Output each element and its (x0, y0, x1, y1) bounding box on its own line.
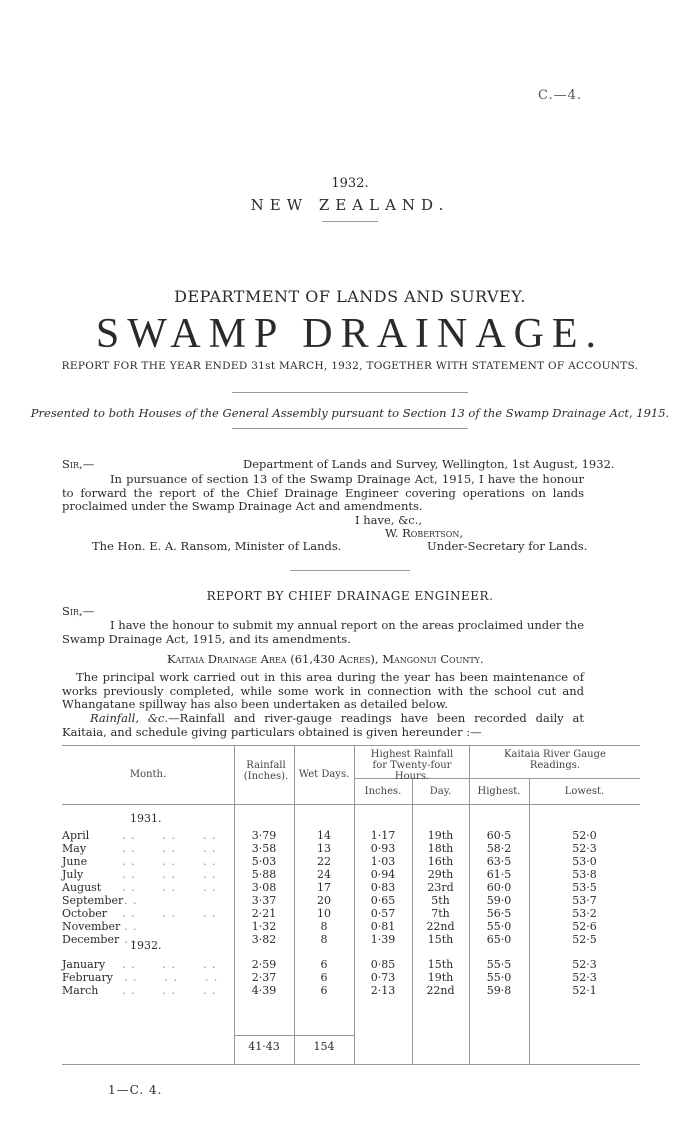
divider (232, 392, 468, 393)
cell-month: August (62, 881, 102, 894)
column-header-gauge-readings: Kaitaia River Gauge Readings. (504, 749, 606, 771)
cell-highest: 60·5 (486, 829, 512, 842)
cell-month: November (62, 920, 121, 933)
cell-month: March (62, 984, 99, 997)
cell-leader-dots: . . (124, 933, 138, 946)
table-row (0, 984, 700, 997)
cell-day: 23rd (427, 881, 454, 894)
country-heading: NEW ZEALAND. (250, 196, 450, 214)
cell-lowest: 53·2 (572, 907, 597, 920)
cell-rainfall: 2·37 (251, 971, 277, 984)
table-row (0, 933, 700, 946)
cell-highest: 55·0 (486, 971, 512, 984)
cell-inches: 0·93 (370, 842, 396, 855)
letter-addressee: The Hon. E. A. Ransom, Minister of Lands. (92, 539, 342, 553)
cell-leader-dots: . . . . . . (122, 958, 217, 971)
cell-inches: 0·85 (370, 958, 396, 971)
report-paragraph: The principal work carried out in this area during the year has been maintenance of works previously completed, while some work in connection with the school cut and Whangatane spillway has also been undertaken as detailed below. (62, 670, 584, 711)
total-rule (234, 1035, 354, 1036)
cell-day: 18th (427, 842, 454, 855)
cell-highest: 65·0 (486, 933, 512, 946)
table-top-rule (62, 745, 640, 746)
cell-lowest: 52·1 (572, 984, 597, 997)
table-row (0, 920, 700, 933)
cell-wet-days: 8 (320, 933, 328, 946)
cell-month: September (62, 894, 124, 907)
cell-wet-days: 8 (320, 920, 328, 933)
page-footer: 1—C. 4. (108, 1083, 163, 1097)
cell-rainfall: 3·58 (251, 842, 277, 855)
cell-lowest: 53·0 (572, 855, 597, 868)
table-row (0, 829, 700, 842)
table-bottom-rule (62, 1064, 640, 1065)
cell-highest: 56·5 (486, 907, 512, 920)
cell-month: October (62, 907, 108, 920)
cell-leader-dots: . . . . . . (122, 855, 217, 868)
document-year: 1932. (331, 176, 369, 191)
department-heading: DEPARTMENT OF LANDS AND SURVEY. (174, 287, 526, 306)
report-salutation: Sir,— (62, 604, 95, 618)
cell-highest: 58·2 (486, 842, 512, 855)
cell-wet-days: 10 (317, 907, 331, 920)
cell-inches: 1·39 (370, 933, 396, 946)
year-label-1932: 1932. (130, 939, 162, 952)
table-row (0, 971, 700, 984)
total-rainfall: 41·43 (248, 1040, 280, 1053)
cell-lowest: 52·5 (572, 933, 597, 946)
cell-inches: 0·94 (370, 868, 396, 881)
total-wet-days: 154 (313, 1040, 335, 1053)
cell-day: 15th (427, 958, 454, 971)
divider (322, 221, 378, 222)
letter-salutation: Sir,— (62, 457, 95, 471)
cell-highest: 55·5 (486, 958, 512, 971)
column-header-rainfall: Rainfall (Inches). (243, 760, 289, 782)
cell-day: 22nd (426, 984, 455, 997)
cell-wet-days: 6 (320, 971, 328, 984)
letter-closing: I have, &c., (355, 513, 423, 527)
rainfall-label: Rainfall, &c. (90, 711, 169, 725)
area-heading: Kaitaia Drainage Area (61,430 Acres), Mangonui County. (167, 652, 484, 666)
letter-signatory-title: Under-Secretary for Lands. (427, 539, 588, 553)
cell-lowest: 53·7 (572, 894, 597, 907)
cell-rainfall: 3·79 (251, 829, 277, 842)
report-title: SWAMP DRAINAGE. (95, 311, 605, 357)
cell-lowest: 52·3 (572, 971, 597, 984)
cell-leader-dots: . . (124, 894, 138, 907)
cell-highest: 60·0 (486, 881, 512, 894)
cell-leader-dots: . . (124, 920, 138, 933)
cell-rainfall: 5·88 (251, 868, 277, 881)
cell-inches: 1·03 (370, 855, 396, 868)
cell-day: 19th (427, 971, 454, 984)
cell-month: January (62, 958, 106, 971)
cell-day: 16th (427, 855, 454, 868)
letter-dateline: Department of Lands and Survey, Wellington, 1st August, 1932. (243, 457, 615, 471)
column-header-highest: Highest. (477, 786, 521, 797)
cell-rainfall: 2·21 (251, 907, 277, 920)
cell-leader-dots: . . . . . . (124, 971, 219, 984)
presentation-note: Presented to both Houses of the General Assembly pursuant to Section 13 of the Swamp Drainage Act, 1915. (30, 406, 670, 420)
column-header-month: Month. (129, 769, 167, 780)
letter-body: In pursuance of section 13 of the Swamp Drainage Act, 1915, I have the honour to forward the report of the Chief Drainage Engineer covering operations on lands proclaimed under the Swamp Drainage Act and amendments. (62, 472, 584, 513)
cell-day: 29th (427, 868, 454, 881)
cell-wet-days: 20 (317, 894, 331, 907)
divider (290, 570, 410, 571)
column-header-wet-days: Wet Days. (298, 769, 350, 780)
divider (232, 428, 468, 429)
table-row (0, 958, 700, 971)
report-heading: REPORT BY CHIEF DRAINAGE ENGINEER. (206, 589, 494, 603)
cell-inches: 2·13 (370, 984, 396, 997)
cell-inches: 0·65 (370, 894, 396, 907)
cell-month: July (62, 868, 84, 881)
rainfall-paragraph (62, 712, 584, 739)
cell-leader-dots: . . . . . . (122, 984, 217, 997)
cell-month: April (62, 829, 90, 842)
rainfall-text: —Rainfall and river-gauge readings have been recorded daily at Kaitaia, and schedule giving particulars obtained is given hereunder :— (62, 711, 584, 739)
cell-wet-days: 17 (317, 881, 331, 894)
cell-lowest: 53·5 (572, 881, 597, 894)
cell-rainfall: 3·08 (251, 881, 277, 894)
table-row (0, 842, 700, 855)
cell-leader-dots: . . . . . . (122, 829, 217, 842)
table-row (0, 881, 700, 894)
cell-highest: 63·5 (486, 855, 512, 868)
cell-inches: 0·57 (370, 907, 396, 920)
cell-day: 7th (431, 907, 450, 920)
table-row (0, 868, 700, 881)
table-row (0, 907, 700, 920)
cell-wet-days: 13 (317, 842, 331, 855)
cell-day: 5th (431, 894, 450, 907)
cell-wet-days: 22 (317, 855, 331, 868)
cell-rainfall: 3·37 (251, 894, 277, 907)
cell-lowest: 52·6 (572, 920, 597, 933)
column-header-lowest: Lowest. (564, 786, 605, 797)
cell-highest: 59·0 (486, 894, 512, 907)
cell-lowest: 53·8 (572, 868, 597, 881)
cell-leader-dots: . . . . . . (122, 842, 217, 855)
cell-wet-days: 14 (317, 829, 331, 842)
report-subtitle: REPORT FOR THE YEAR ENDED 31st MARCH, 1932, TOGETHER WITH STATEMENT OF ACCOUNTS. (61, 360, 639, 372)
cell-inches: 0·73 (370, 971, 396, 984)
column-header-inches: Inches. (364, 786, 402, 797)
cell-month: May (62, 842, 87, 855)
year-label-1931: 1931. (130, 812, 162, 825)
cell-rainfall: 3·82 (251, 933, 277, 946)
cell-lowest: 52·3 (572, 958, 597, 971)
cell-lowest: 52·0 (572, 829, 597, 842)
cell-wet-days: 24 (317, 868, 331, 881)
cell-month: February (62, 971, 113, 984)
cell-inches: 0·81 (370, 920, 396, 933)
cell-day: 15th (427, 933, 454, 946)
cell-day: 22nd (426, 920, 455, 933)
column-header-highest-rainfall: Highest Rainfall for Twenty-four Hours. (370, 749, 454, 782)
report-intro: I have the honour to submit my annual report on the areas proclaimed under the Swamp Drainage Act, 1915, and its amendments. (62, 618, 584, 646)
cell-month: June (62, 855, 88, 868)
cell-lowest: 52·3 (572, 842, 597, 855)
cell-rainfall: 1·32 (251, 920, 277, 933)
letter-signatory: W. Robertson, (385, 526, 463, 540)
table-subheader-rule (469, 778, 640, 779)
table-row (0, 855, 700, 868)
cell-inches: 0·83 (370, 881, 396, 894)
column-header-day: Day. (429, 786, 452, 797)
cell-day: 19th (427, 829, 454, 842)
cell-leader-dots: . . . . . . (122, 881, 217, 894)
cell-leader-dots: . . . . . . (122, 868, 217, 881)
cell-rainfall: 4·39 (251, 984, 277, 997)
cell-inches: 1·17 (370, 829, 396, 842)
cell-highest: 59·8 (486, 984, 512, 997)
cell-highest: 61·5 (486, 868, 512, 881)
cell-wet-days: 6 (320, 958, 328, 971)
cell-rainfall: 5·03 (251, 855, 277, 868)
page-reference: C.—4. (537, 88, 582, 103)
table-header-rule (62, 804, 640, 805)
cell-wet-days: 6 (320, 984, 328, 997)
cell-month: December (62, 933, 120, 946)
cell-rainfall: 2·59 (251, 958, 277, 971)
table-row (0, 894, 700, 907)
cell-leader-dots: . . . . . . (122, 907, 217, 920)
cell-highest: 55·0 (486, 920, 512, 933)
